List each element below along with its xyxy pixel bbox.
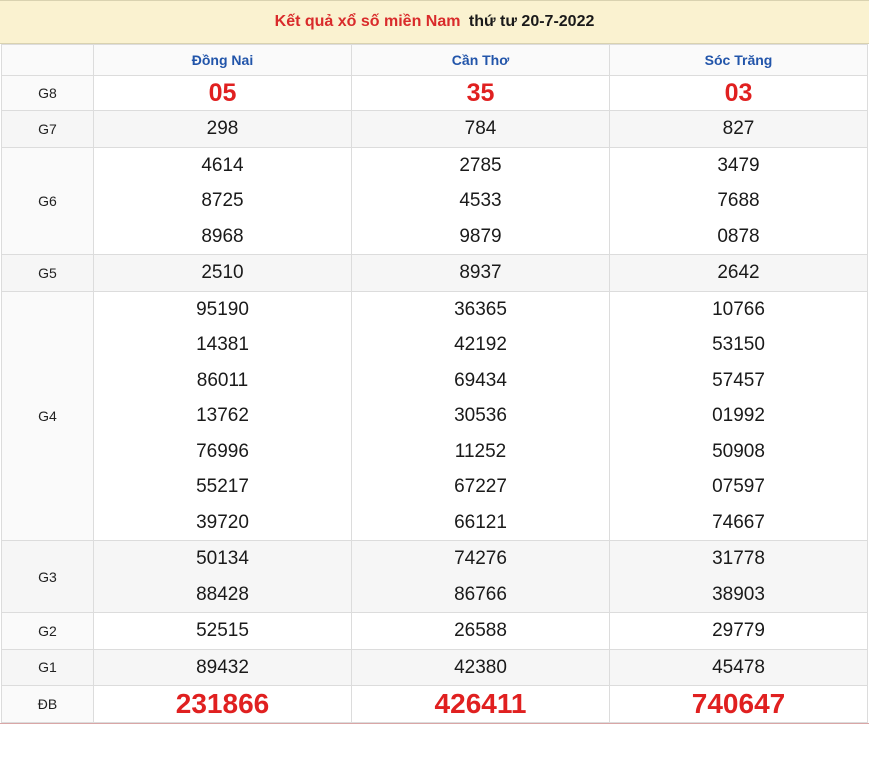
prize-values: 2510 — [94, 255, 352, 292]
prize-values: 74276 86766 — [352, 541, 610, 613]
province-header-1[interactable]: Cần Thơ — [352, 45, 610, 76]
prize-label: G1 — [2, 649, 94, 686]
prize-values: 50134 88428 — [94, 541, 352, 613]
table-row — [2, 291, 868, 541]
prize-label: G6 — [2, 147, 94, 255]
prize-label: G3 — [2, 541, 94, 613]
prize-values: 89432 — [94, 649, 352, 686]
prize-values: 31778 38903 — [610, 541, 868, 613]
prize-values: 10766 53150 57457 01992 50908 07597 74667 — [610, 291, 868, 541]
prize-values: 29779 — [610, 613, 868, 650]
page-title-date: thứ tư 20-7-2022 — [468, 13, 595, 30]
table-row — [2, 147, 868, 255]
prize-values: 05 — [94, 76, 352, 111]
prize-values: 740647 — [610, 686, 868, 723]
results-body — [2, 76, 868, 723]
prize-values: 8937 — [352, 255, 610, 292]
table-row — [2, 255, 868, 292]
page-title — [275, 13, 595, 31]
prize-values: 784 — [352, 111, 610, 148]
table-row — [2, 613, 868, 650]
prize-label: G8 — [2, 76, 94, 111]
prize-values: 36365 42192 69434 30536 11252 67227 66121 — [352, 291, 610, 541]
province-header-2[interactable]: Sóc Trăng — [610, 45, 868, 76]
prize-label: ĐB — [2, 686, 94, 723]
prize-values: 2785 4533 9879 — [352, 147, 610, 255]
page-title-main: Kết quả xổ số miền Nam — [274, 13, 461, 30]
table-row — [2, 541, 868, 613]
table-row — [2, 649, 868, 686]
table-row — [2, 76, 868, 111]
prize-values: 95190 14381 86011 13762 76996 55217 39720 — [94, 291, 352, 541]
prize-values: 827 — [610, 111, 868, 148]
prize-values: 03 — [610, 76, 868, 111]
prize-values: 426411 — [352, 686, 610, 723]
table-row — [2, 111, 868, 148]
table-header-row — [2, 45, 868, 76]
prize-values: 35 — [352, 76, 610, 111]
prize-values: 52515 — [94, 613, 352, 650]
results-table — [1, 44, 868, 723]
corner-cell — [2, 45, 94, 76]
prize-label: G7 — [2, 111, 94, 148]
prize-values: 298 — [94, 111, 352, 148]
province-header-0[interactable]: Đồng Nai — [94, 45, 352, 76]
table-row — [2, 686, 868, 723]
prize-values: 45478 — [610, 649, 868, 686]
prize-values: 26588 — [352, 613, 610, 650]
prize-values: 2642 — [610, 255, 868, 292]
prize-values: 4614 8725 8968 — [94, 147, 352, 255]
prize-values: 42380 — [352, 649, 610, 686]
prize-values: 3479 7688 0878 — [610, 147, 868, 255]
page-header — [0, 0, 869, 44]
prize-label: G5 — [2, 255, 94, 292]
footer-divider — [0, 723, 869, 732]
prize-label: G2 — [2, 613, 94, 650]
prize-values: 231866 — [94, 686, 352, 723]
prize-label: G4 — [2, 291, 94, 541]
